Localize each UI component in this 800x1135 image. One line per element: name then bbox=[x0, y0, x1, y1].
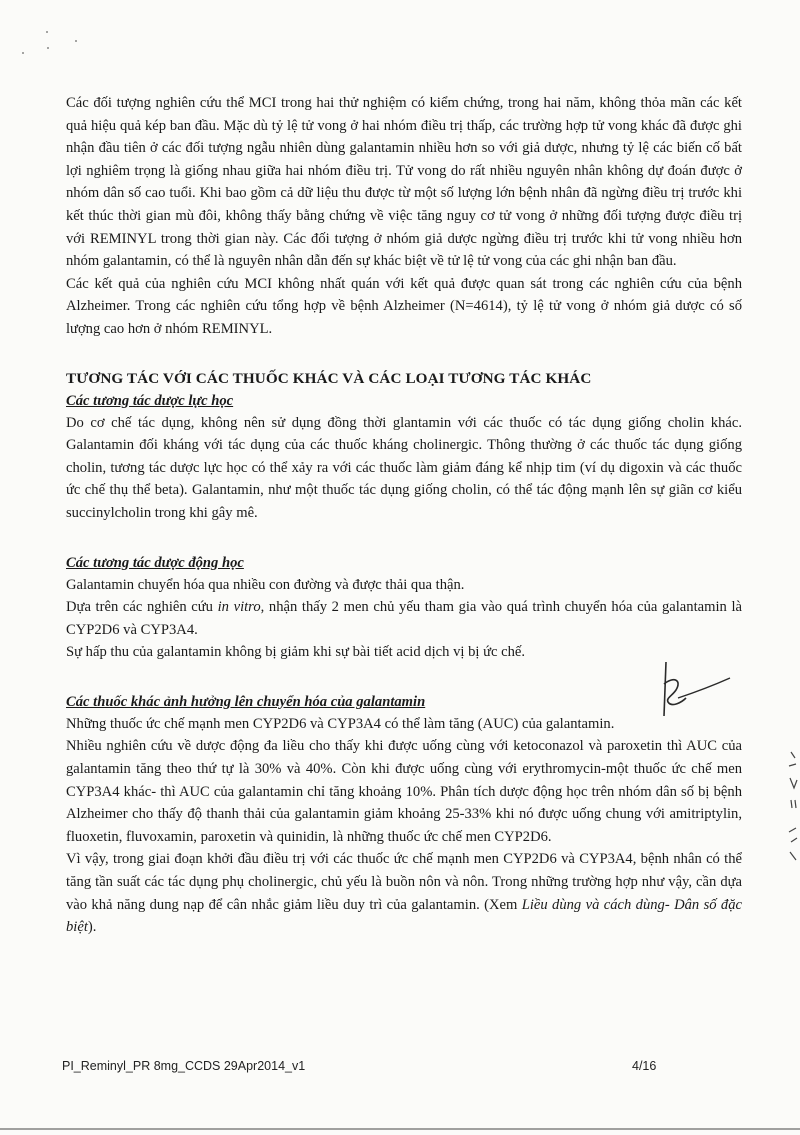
pk-line-1: Galantamin chuyển hóa qua nhiều con đường và được thải qua thận. bbox=[66, 576, 465, 593]
pk-line-2 bbox=[66, 596, 742, 641]
pd-paragraph: Do cơ chế tác dụng, không nên sử dụng đồng thời glantamin với các thuốc có tác dụng giống cholin khác. Galantamin đối kháng với tác dụng của các thuốc kháng cholinergic. Thông thường ở các thuốc tác dụng giống cholin, tương tác dược lực học có thể xảy ra với các thuốc làm giảm đáng kể nhịp tim (ví dụ digoxin và các thuốc ức chế thụ thể beta). Galantamin, như một thuốc tác dụng giống cholin, có thể tác động mạnh lên sự giãn cơ kiểu succinylcholin trong khi gây mê. bbox=[66, 414, 742, 521]
scan-speck bbox=[75, 40, 77, 42]
pd-heading: Các tương tác dược lực học bbox=[66, 392, 234, 409]
intro-paragraph-2: Các kết quả của nghiên cứu MCI không nhất quán với kết quả được quan sát trong các nghiên cứu của bệnh Alzheimer. Trong các nghiên cứu tổng hợp về bệnh Alzheimer (N=4614), tỷ lệ tử vong ở nhóm giả dược có số lượng cao hơn ở nhóm REMINYL. bbox=[66, 275, 742, 337]
signature-mark bbox=[652, 658, 732, 720]
reference-open: (Xem bbox=[484, 896, 522, 913]
footer-page-number: 4/16 bbox=[632, 1059, 657, 1073]
other-paragraph-2: Nhiều nghiên cứu về dược động đa liều cho thấy khi được uống cùng với ketoconazol và paroxetin thì AUC của galantamin tăng theo thứ tự là 30% và 40%. Còn khi được uống cùng với erythromycin-một thuốc ức chế men CYP3A4 khác- thì AUC của galantamin chỉ tăng khoảng 10%. Phân tích dược động học trên nhóm dân số bị bệnh Alzheimer cho thấy độ thanh thải của galantamin giảm khoảng 25-33% khi nó được uống chung với amitriptylin, fluoxetin, fluvoxamin, paroxetin và quinidin, là những thuốc ức chế men CYP2D6. bbox=[66, 738, 742, 845]
reference-close: ). bbox=[87, 919, 97, 936]
other-paragraph-3-text: Vì vậy, trong giai đoạn khởi đầu điều trị với các thuốc ức chế mạnh men CYP2D6 và CYP3A4, bệnh nhân có thể tăng tần suất các tác dụng phụ cholinergic, chủ yếu là buồn nôn và nôn. Trong những trường hợp như vậy, cần dựa vào khả năng dung nạp để cân nhắc giảm liều duy trì của galantamin. bbox=[66, 851, 742, 913]
margin-mark bbox=[786, 748, 800, 868]
scan-edge-line bbox=[0, 1128, 800, 1130]
document-body bbox=[66, 92, 742, 939]
pk-line-2-text-end: , nhận thấy 2 men chủ yếu tham gia vào quá trình chuyển hóa của galantamin là CYP2D6 và CYP3A4. bbox=[66, 599, 742, 638]
pk-line-2-text: Dựa trên các nghiên cứu bbox=[66, 599, 218, 616]
intro-block bbox=[66, 92, 742, 341]
section-title: TƯƠNG TÁC VỚI CÁC THUỐC KHÁC VÀ CÁC LOẠI TƯƠNG TÁC KHÁC bbox=[66, 369, 592, 387]
other-drugs-heading: Các thuốc khác ảnh hưởng lên chuyển hóa của galantamin bbox=[66, 693, 426, 710]
scan-speck bbox=[22, 52, 24, 54]
intro-paragraph-1: Các đối tượng nghiên cứu thể MCI trong hai thử nghiệm có kiểm chứng, trong hai năm, không thỏa mãn các kết quả hiệu quả kép ban đầu. Mặc dù tỷ lệ tử vong ở hai nhóm điều trị thấp, các trường hợp tử vong khác đã được ghi nhận đầu tiên ở các đối tượng ngẫu nhiên dùng galantamin nhiều hơn so với giả dược, nhưng tỷ lệ các biến cố bất lợi nghiêm trọng là giống nhau giữa hai nhóm điều trị. Tử vong do rất nhiều nguyên nhân không dự đoán được ở nhóm dân số cao tuổi. Khi bao gồm cả dữ liệu thu được từ một số lượng lớn bệnh nhân đã ngừng điều trị trước khi kết thúc thời gian mù đôi, không thấy bằng chứng về việc tăng nguy cơ tử vong ở những đối tượng được điều trị với REMINYL trong thời gian này. Các đối tượng ở nhóm giả dược ngừng điều trị trước khi tử vong nhiều hơn nhóm galantamin, có thể là nguyên nhân dẫn đến sự khác biệt về tử lệ tử vong của các ghi nhận ban đầu. bbox=[66, 95, 742, 270]
pk-line-2-italic: in vitro bbox=[217, 599, 261, 616]
reference-italic: Liều dùng và cách dùng- Dân số đặc biệt bbox=[66, 896, 742, 936]
other-line-1: Những thuốc ức chế mạnh men CYP2D6 và CYP3A4 có thể làm tăng (AUC) của galantamin. bbox=[66, 715, 615, 732]
pk-heading: Các tương tác dược động học bbox=[66, 554, 244, 571]
scan-speck bbox=[47, 47, 49, 49]
footer-document-id: PI_Reminyl_PR 8mg_CCDS 29Apr2014_v1 bbox=[62, 1059, 306, 1073]
pk-line-3: Sự hấp thu của galantamin không bị giảm khi sự bài tiết acid dịch vị bị ức chế. bbox=[66, 644, 526, 661]
scan-speck bbox=[46, 31, 48, 33]
other-paragraph-3 bbox=[66, 848, 742, 938]
